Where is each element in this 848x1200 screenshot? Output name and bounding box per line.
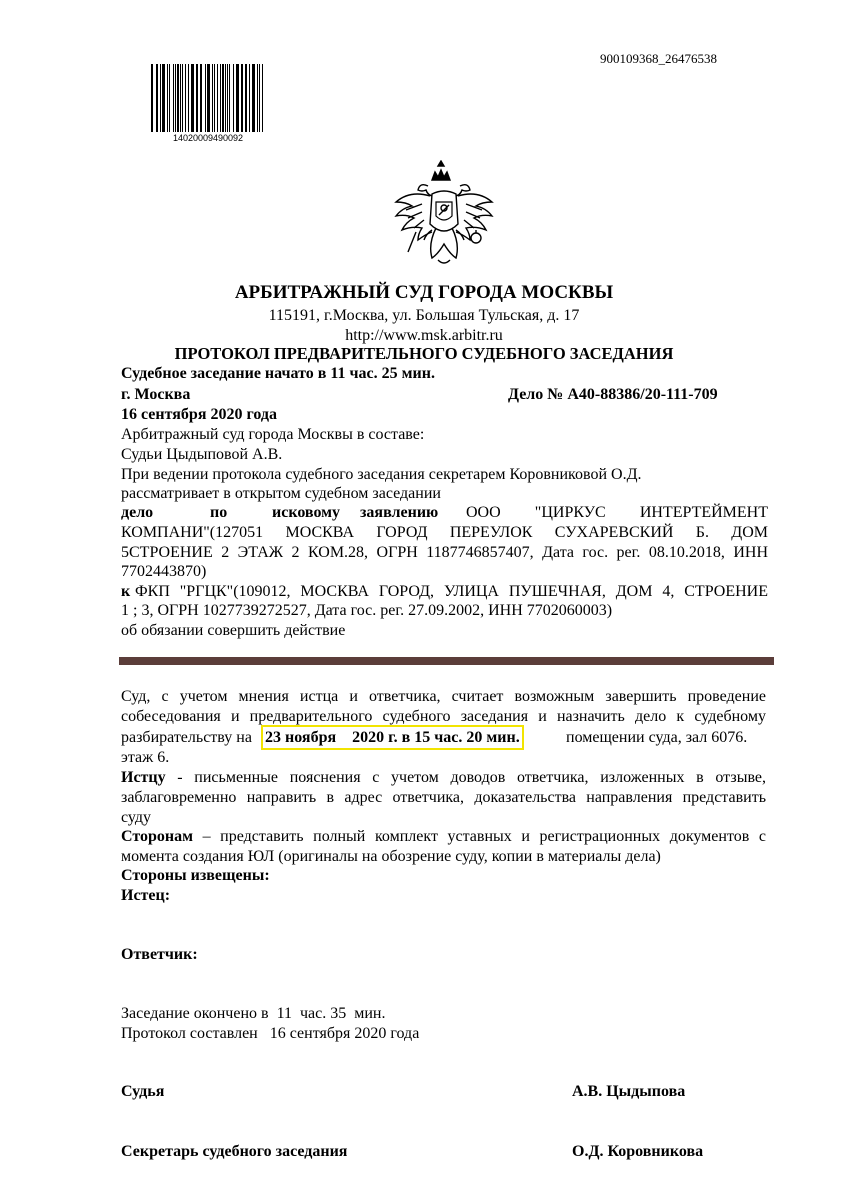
decision-line: помещении суда, зал 6076. — [566, 729, 748, 746]
barcode-bar — [160, 64, 161, 132]
plaintiff-details-line: 5СТРОЕНИЕ 2 ЭТАЖ 2 КОМ.28, ОГРН 1187746857407, Дата гос. рег. 08.10.2018, ИНН — [121, 544, 768, 561]
parties-notified: Стороны извещены: — [121, 867, 270, 884]
barcode-bar — [227, 64, 228, 132]
plaintiff-details-line: КОМПАНИ"(127051 МОСКВА ГОРОД ПЕРЕУЛОК СУХАРЕВСКИЙ Б. ДОМ — [121, 524, 768, 541]
barcode-bar — [262, 64, 263, 132]
case-number: Дело № А40-88386/20-111-709 — [508, 386, 718, 403]
considers-line: рассматривает в открытом судебном заседании — [121, 485, 441, 502]
judge-label: Судья — [121, 1083, 165, 1100]
barcode-bar — [188, 64, 189, 132]
claim-word: заявлению — [360, 504, 439, 521]
barcode-bar — [214, 64, 215, 132]
barcode-bar — [245, 64, 247, 132]
judge-name: А.В. Цыдыпова — [572, 1083, 686, 1100]
city: г. Москва — [121, 386, 191, 403]
plaintiff-present: Истец: — [121, 887, 171, 904]
plaintiff-instruction-line: суду — [121, 809, 152, 826]
barcode-bar — [169, 64, 170, 132]
protocol-title: ПРОТОКОЛ ПРЕДВАРИТЕЛЬНОГО СУДЕБНОГО ЗАСЕДАНИЯ — [174, 344, 674, 363]
barcode-bar — [259, 64, 260, 132]
court-website-link[interactable]: http://www.msk.arbitr.ru — [345, 327, 503, 344]
barcode-bar — [212, 64, 213, 132]
secretary-name: О.Д. Коровникова — [572, 1143, 704, 1160]
barcode-bar — [151, 64, 153, 132]
session-start: Судебное заседание начато в 11 час. 25 мин. — [121, 365, 435, 382]
claim-word: исковому — [272, 504, 341, 521]
claim-word: дело — [121, 504, 154, 521]
plaintiff-instruction-label: Истцу — [121, 769, 166, 786]
barcode-bar — [233, 64, 234, 132]
parties-instruction — [121, 826, 766, 847]
barcode-bar — [156, 64, 158, 132]
barcode-bar — [217, 64, 218, 132]
court-composition: Арбитражный суд города Москвы в составе: — [121, 426, 425, 443]
barcode-bar — [191, 64, 194, 132]
barcode-bar — [177, 64, 179, 132]
barcode-bar — [229, 64, 230, 132]
secretary-label: Секретарь судебного заседания — [121, 1143, 348, 1160]
barcode-bar — [180, 64, 181, 132]
court-address: 115191, г.Москва, ул. Большая Тульская, д. 17 — [268, 307, 580, 324]
barcode-bar — [241, 64, 243, 132]
barcode-bar — [185, 64, 186, 132]
barcode-number: 14020009490092 — [172, 133, 244, 143]
barcode-bar — [225, 64, 226, 132]
defendant-details-line: ФКП "РГЦК"(109012, МОСКВА ГОРОД, УЛИЦА ПУШЕЧНАЯ, ДОМ 4, СТРОЕНИЕ — [135, 583, 768, 600]
barcode-bar — [252, 64, 255, 132]
barcode-bar — [220, 64, 221, 132]
barcode-bar — [173, 64, 174, 132]
plaintiff-details-line: 7702443870) — [121, 563, 207, 580]
barcode-bar — [257, 64, 258, 132]
barcode-bar — [236, 64, 239, 132]
plaintiff-instruction — [121, 767, 766, 788]
decision-line: Суд, с учетом мнения истца и ответчика, считает возможным завершить проведение — [121, 688, 766, 705]
plaintiff-name: ООО "ЦИРКУС ИНТЕРТЕЙМЕНТ — [466, 504, 768, 521]
court-title: АРБИТРАЖНЫЙ СУД ГОРОДА МОСКВЫ — [234, 282, 614, 303]
barcode-bar — [162, 64, 165, 132]
parties-instruction-label: Сторонам — [121, 828, 194, 845]
barcode-bar — [196, 64, 198, 132]
barcode-bar — [182, 64, 183, 132]
barcode-bar — [249, 64, 250, 132]
session-end: Заседание окончено в 11 час. 35 мин. — [121, 1005, 386, 1022]
protocol-date: 16 сентября 2020 года — [121, 406, 277, 423]
barcode — [150, 64, 266, 132]
defendant-prefix: к — [121, 583, 131, 600]
defendant-details-line: 1 ; 3, ОГРН 1027739272527, Дата гос. рег. 27.09.2002, ИНН 7702060003) — [121, 602, 613, 619]
barcode-bar — [205, 64, 206, 132]
barcode-bar — [167, 64, 168, 132]
coat-of-arms-emblem — [392, 160, 496, 272]
hearing-date-highlight: 23 ноября 2020 г. в 15 час. 20 мин. — [265, 729, 520, 746]
barcode-bar — [200, 64, 202, 132]
barcode-bar — [222, 64, 224, 132]
secretary-line: При ведении протокола судебного заседания секретарем Коровниковой О.Д. — [121, 466, 642, 483]
claim-word: по — [210, 504, 228, 521]
judge-line: Судьи Цыдыповой А.В. — [121, 446, 283, 463]
defendant-present: Ответчик: — [121, 946, 198, 963]
barcode-bar — [175, 64, 176, 132]
parties-instruction-text: – представить полный комплект уставных и регистрационных документов с — [193, 828, 766, 845]
decision-line: разбирательству на — [121, 729, 252, 746]
plaintiff-instruction-line: заблаговременно направить в адрес ответчика, доказательства направления представить — [121, 789, 766, 806]
claim-subject: об обязании совершить действие — [121, 622, 346, 639]
barcode-bar — [207, 64, 210, 132]
parties-instruction-line: момента создания ЮЛ (оригиналы на обозрение суду, копии в материалы дела) — [121, 848, 661, 865]
plaintiff-instruction-text: - письменные пояснения с учетом доводов ответчика, изложенных в отзыве, — [165, 769, 766, 786]
decision-line: этаж 6. — [121, 749, 170, 766]
decision-line: собеседования и предварительного судебного заседания и назначить дело к судебному — [121, 708, 766, 725]
section-divider — [119, 657, 774, 665]
document-id: 900109368_26476538 — [600, 51, 717, 66]
protocol-compiled: Протокол составлен 16 сентября 2020 года — [121, 1025, 420, 1042]
